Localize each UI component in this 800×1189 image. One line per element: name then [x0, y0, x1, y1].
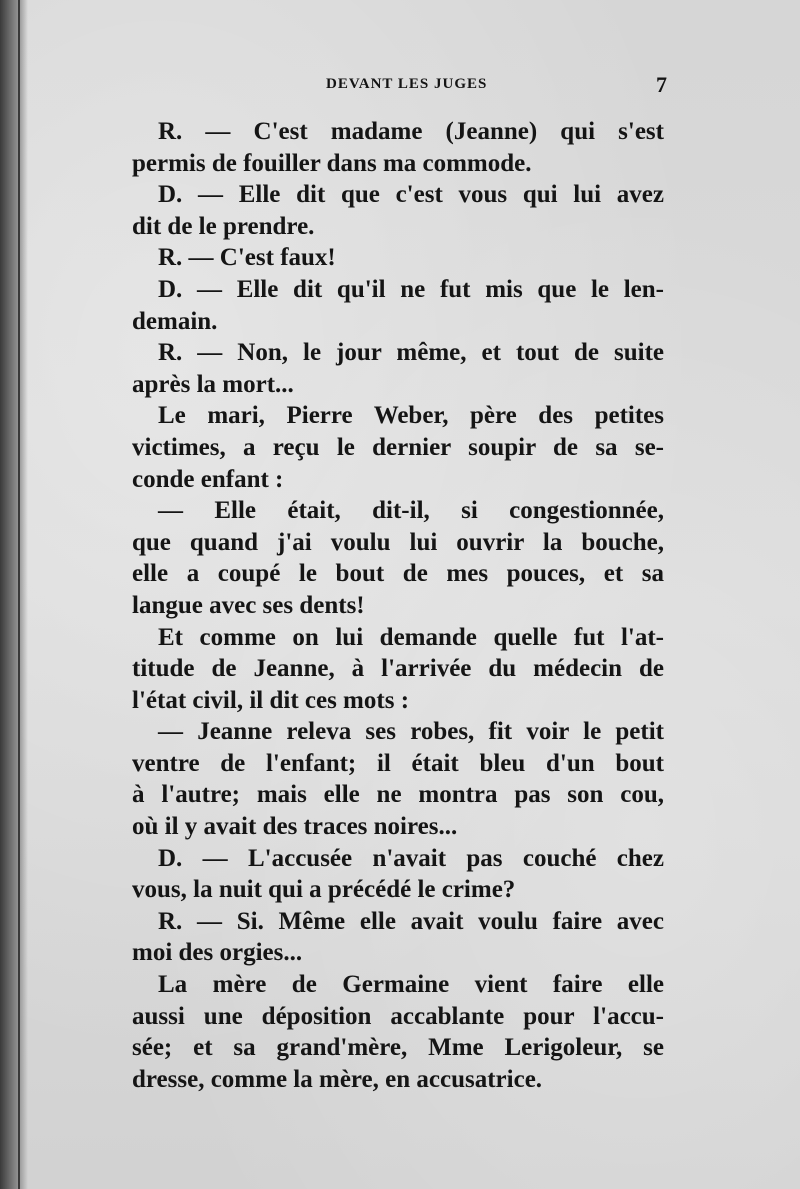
body-text — [132, 116, 664, 1095]
text-line: permis de fouiller dans ma commode. — [132, 149, 532, 177]
text-line: titude de Jeanne, à l'arrivée du médecin de — [132, 655, 664, 683]
running-title: DEVANT LES JUGES — [326, 76, 488, 92]
text-line: que quand j'ai voulu lui ouvrir la bouche, — [132, 528, 664, 556]
text-line: conde enfant : — [132, 465, 284, 493]
text-line: ventre de l'enfant; il était bleu d'un bout — [132, 749, 664, 777]
text-line: Et comme on lui demande quelle fut l'at- — [158, 623, 664, 651]
text-line: demain. — [132, 307, 218, 335]
text-line: l'état civil, il dit ces mots : — [132, 686, 410, 714]
text-line: Le mari, Pierre Weber, père des petites — [158, 402, 664, 430]
text-line: aussi une déposition accablante pour l'accu- — [132, 1002, 664, 1030]
text-line: R. — Si. Même elle avait voulu faire avec — [158, 907, 664, 935]
text-line: sée; et sa grand'mère, Mme Lerigoleur, se — [132, 1034, 664, 1062]
text-line: La mère de Germaine vient faire elle — [158, 971, 664, 999]
text-line: — Elle était, dit-il, si congestionnée, — [158, 497, 664, 525]
binding-edge-line — [18, 0, 20, 1189]
text-line: victimes, a reçu le dernier soupir de sa se- — [132, 433, 664, 461]
text-line: D. — Elle dit que c'est vous qui lui avez — [158, 181, 664, 209]
text-line: — Jeanne releva ses robes, fit voir le petit — [158, 718, 664, 746]
text-line: R. — Non, le jour même, et tout de suite — [158, 339, 664, 367]
text-line: dit de le prendre. — [132, 212, 315, 240]
text-line: D. — L'accusée n'avait pas couché chez — [158, 844, 664, 872]
page-number: 7 — [656, 72, 667, 97]
text-line: à l'autre; mais elle ne montra pas son cou, — [132, 781, 664, 809]
text-line: elle a coupé le bout de mes pouces, et sa — [132, 560, 664, 588]
text-line: moi des orgies... — [132, 939, 303, 967]
text-line: dresse, comme la mère, en accusatrice. — [132, 1065, 543, 1093]
text-line: vous, la nuit qui a précédé le crime? — [132, 876, 516, 904]
text-line: R. — C'est madame (Jeanne) qui s'est — [158, 118, 664, 145]
text-line: langue avec ses dents! — [132, 591, 365, 619]
text-line: R. — C'est faux! — [158, 244, 336, 272]
text-line: où il y avait des traces noires... — [132, 813, 458, 841]
page-binding-shadow — [0, 0, 28, 1189]
text-line: après la mort... — [132, 370, 294, 398]
text-line: D. — Elle dit qu'il ne fut mis que le len- — [158, 275, 664, 303]
